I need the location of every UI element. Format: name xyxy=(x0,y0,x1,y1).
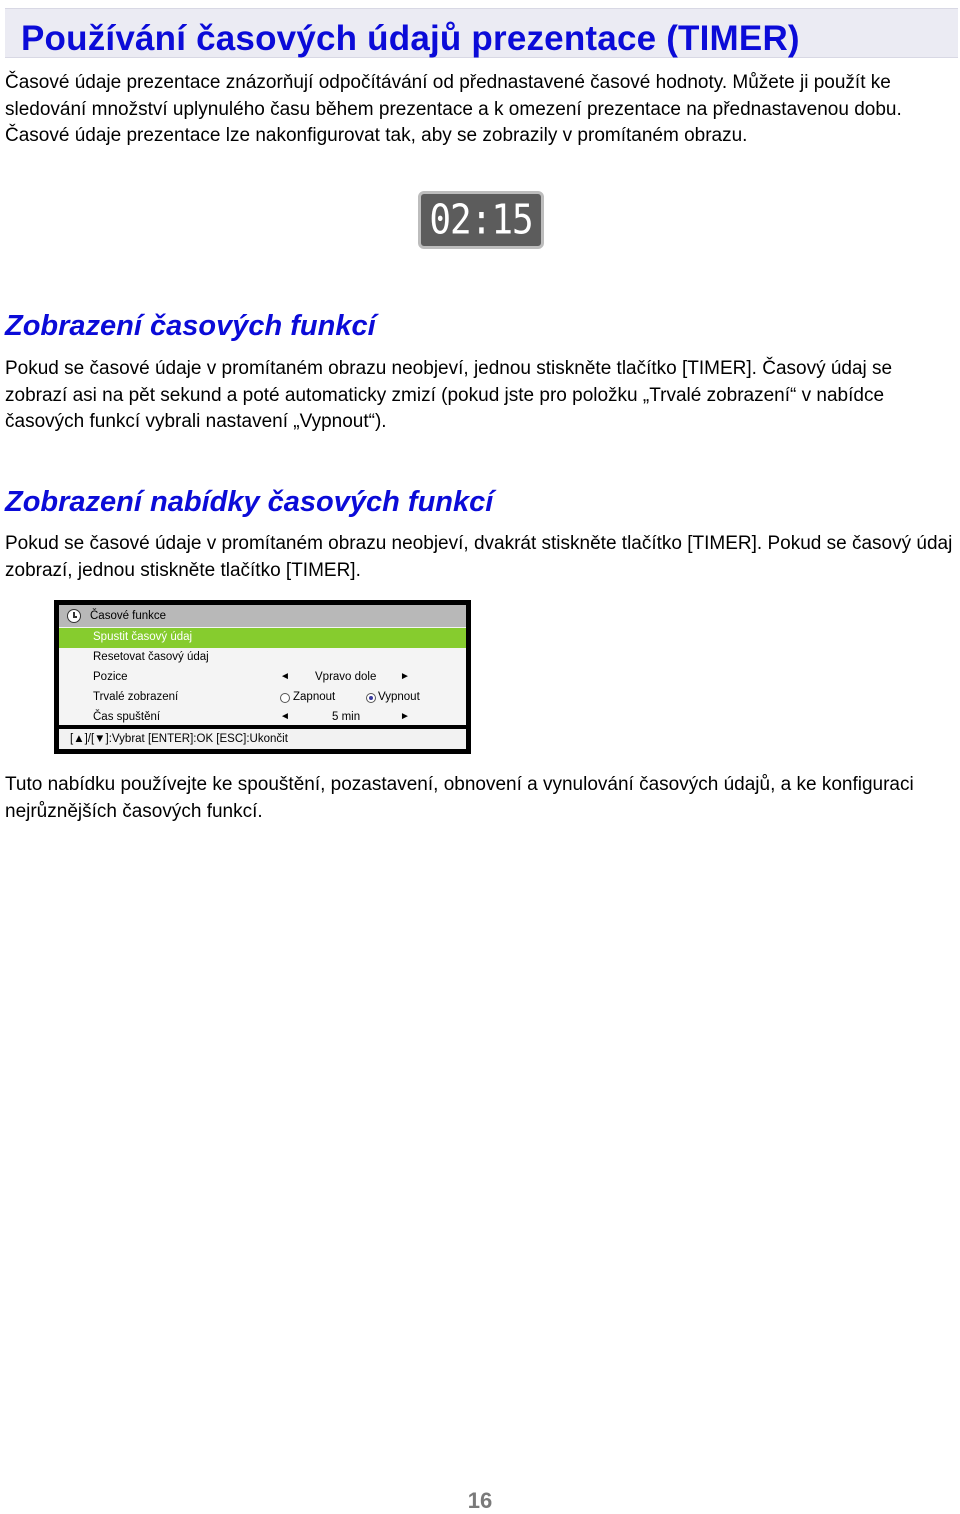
menu-item-start[interactable] xyxy=(59,628,466,648)
timer-menu-body xyxy=(59,627,466,725)
menu-item-position-label: Pozice xyxy=(93,671,128,683)
timer-menu-footer-text: [▲]/[▼]:Vybrat [ENTER]:OK [ESC]:Ukončit xyxy=(70,733,288,745)
radio-on-label: Zapnout xyxy=(293,691,336,703)
timer-menu-footer xyxy=(59,729,466,749)
section-heading-timer-menu: Zobrazení nabídky časových funkcí xyxy=(5,486,494,518)
menu-item-start-time[interactable] xyxy=(59,708,466,728)
arrow-left-icon[interactable]: ◄ xyxy=(280,711,290,722)
radio-off[interactable] xyxy=(366,693,376,703)
timer-display xyxy=(418,191,544,249)
timer-menu-panel xyxy=(59,605,466,725)
clock-icon xyxy=(67,609,81,623)
timer-menu-title: Časové funkce xyxy=(90,610,167,622)
timer-display-value: 02:15 xyxy=(429,196,533,244)
timer-menu-screenshot xyxy=(54,600,471,754)
position-value: Vpravo dole xyxy=(315,671,377,683)
arrow-left-icon[interactable]: ◄ xyxy=(280,671,290,682)
radio-on[interactable] xyxy=(280,693,290,703)
closing-paragraph: Tuto nabídku používejte ke spouštění, pozastavení, obnovení a vynulování časových údajů, a ke konfiguraci nejrůznějších časových funkcí. xyxy=(5,774,914,822)
menu-item-permanent-display[interactable] xyxy=(59,688,466,708)
page-number: 16 xyxy=(467,1488,493,1513)
intro-paragraph: Časové údaje prezentace znázorňují odpočítávání od přednastavené časové hodnoty. Můžete ji použít ke sledování množství uplynulého času během prezentace a k omezení prezentace na přednastavenou dobu. Časové údaje prezentace lze nakonfigurovat tak, aby se zobrazily v promítaném obrazu. xyxy=(5,72,902,146)
menu-item-permanent-label: Trvalé zobrazení xyxy=(93,691,179,703)
timer-menu-header xyxy=(59,605,466,627)
arrow-right-icon[interactable]: ► xyxy=(400,671,410,682)
menu-item-position[interactable] xyxy=(59,668,466,688)
page-title-bar xyxy=(5,8,958,58)
menu-item-start-label: Spustit časový údaj xyxy=(93,631,193,643)
arrow-right-icon[interactable]: ► xyxy=(400,711,410,722)
menu-item-start-time-label: Čas spuštění xyxy=(93,711,161,723)
page-title: Používání časových údajů prezentace (TIMER) xyxy=(21,19,800,58)
menu-item-reset-label: Resetovat časový údaj xyxy=(93,651,209,663)
section-heading-timer-display: Zobrazení časových funkcí xyxy=(5,310,376,342)
menu-item-reset[interactable] xyxy=(59,648,466,668)
radio-off-label: Vypnout xyxy=(378,691,420,703)
start-time-value: 5 min xyxy=(332,711,361,723)
section-text-timer-menu: Pokud se časové údaje v promítaném obrazu neobjeví, dvakrát stiskněte tlačítko [TIMER]. Pokud se časový údaj zobrazí, jednou stiskněte tlačítko [TIMER]. xyxy=(5,533,953,581)
section-text-timer-display: Pokud se časové údaje v promítaném obrazu neobjeví, jednou stiskněte tlačítko [TIMER]. Časový údaj se zobrazí asi na pět sekund a poté automaticky zmizí (pokud jste pro položku „Trvalé zobrazení“ v nabídce časových funkcí vybrali nastavení „Vypnout“). xyxy=(5,358,893,432)
